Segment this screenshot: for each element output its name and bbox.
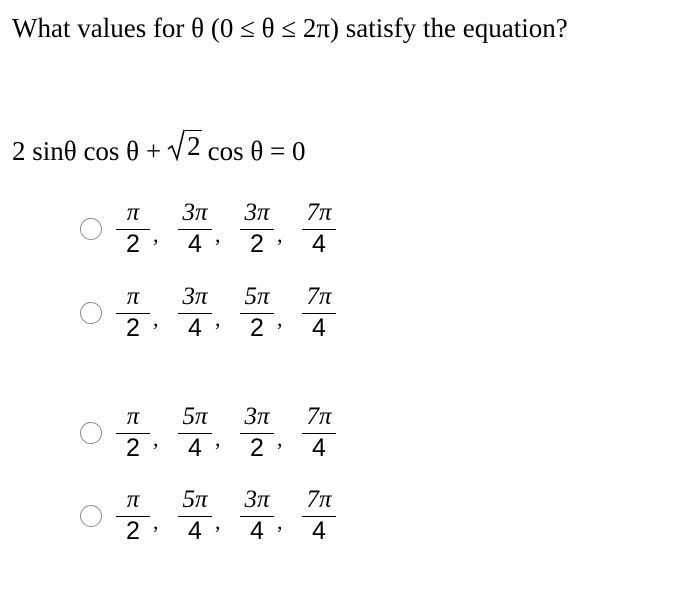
fraction <box>240 486 274 545</box>
fraction <box>116 199 150 258</box>
fraction-numerator: 7π <box>306 403 332 430</box>
radio-button[interactable] <box>80 505 102 527</box>
option-values <box>116 403 336 462</box>
fraction-denominator: 2 <box>126 230 140 258</box>
fraction-numerator: π <box>126 486 140 513</box>
radio-button[interactable] <box>80 422 102 444</box>
fraction <box>116 403 150 462</box>
radicand: 2 <box>187 131 201 161</box>
option-values <box>116 199 336 258</box>
fraction <box>302 283 336 342</box>
option-values <box>116 283 336 342</box>
separator: , <box>277 305 283 331</box>
fraction <box>302 199 336 258</box>
separator: , <box>277 425 283 451</box>
equation-left: 2 sinθ cos θ + <box>12 136 162 166</box>
separator: , <box>277 221 283 247</box>
fraction <box>178 283 212 342</box>
fraction-denominator: 2 <box>126 434 140 462</box>
answer-option[interactable] <box>80 403 336 462</box>
fraction-denominator: 4 <box>250 517 264 545</box>
fraction-numerator: π <box>126 283 140 310</box>
fraction-denominator: 4 <box>312 434 326 462</box>
separator: , <box>153 305 159 331</box>
separator: , <box>215 425 221 451</box>
option-values <box>116 486 336 545</box>
fraction-numerator: 5π <box>244 283 270 310</box>
fraction <box>240 403 274 462</box>
fraction-numerator: 5π <box>182 486 208 513</box>
answer-option[interactable] <box>80 199 336 258</box>
radio-button[interactable] <box>80 218 102 240</box>
fraction-numerator: 3π <box>182 199 208 226</box>
fraction-numerator: 3π <box>244 199 270 226</box>
fraction-numerator: 7π <box>306 283 332 310</box>
fraction <box>302 486 336 545</box>
equation-right: cos θ = 0 <box>207 136 306 166</box>
fraction-denominator: 4 <box>312 517 326 545</box>
answer-option[interactable] <box>80 283 336 342</box>
separator: , <box>215 305 221 331</box>
fraction <box>178 199 212 258</box>
square-root <box>167 128 202 162</box>
fraction-numerator: 3π <box>244 486 270 513</box>
fraction-numerator: π <box>126 403 140 430</box>
fraction <box>178 403 212 462</box>
fraction-denominator: 2 <box>126 314 140 342</box>
fraction-denominator: 4 <box>312 314 326 342</box>
radio-button[interactable] <box>80 302 102 324</box>
separator: , <box>153 508 159 534</box>
fraction-numerator: 3π <box>182 283 208 310</box>
separator: , <box>215 221 221 247</box>
fraction <box>302 403 336 462</box>
fraction-denominator: 2 <box>126 517 140 545</box>
fraction-denominator: 4 <box>188 314 202 342</box>
fraction <box>116 283 150 342</box>
separator: , <box>277 508 283 534</box>
fraction-denominator: 4 <box>188 517 202 545</box>
equation <box>12 126 306 169</box>
fraction-denominator: 2 <box>250 434 264 462</box>
answer-option[interactable] <box>80 486 336 545</box>
fraction-denominator: 4 <box>188 230 202 258</box>
fraction-denominator: 2 <box>250 230 264 258</box>
fraction-numerator: 7π <box>306 199 332 226</box>
question-text: What values for θ (0 ≤ θ ≤ 2π) satisfy the equation? <box>12 13 568 43</box>
fraction <box>116 486 150 545</box>
fraction <box>240 199 274 258</box>
fraction-numerator: 5π <box>182 403 208 430</box>
separator: , <box>215 508 221 534</box>
separator: , <box>153 221 159 247</box>
radical-sign-icon <box>167 128 185 162</box>
fraction <box>240 283 274 342</box>
fraction-numerator: 7π <box>306 486 332 513</box>
fraction-numerator: π <box>126 199 140 226</box>
fraction-denominator: 4 <box>312 230 326 258</box>
fraction-denominator: 2 <box>250 314 264 342</box>
fraction-numerator: 3π <box>244 403 270 430</box>
fraction <box>178 486 212 545</box>
separator: , <box>153 425 159 451</box>
fraction-denominator: 4 <box>188 434 202 462</box>
